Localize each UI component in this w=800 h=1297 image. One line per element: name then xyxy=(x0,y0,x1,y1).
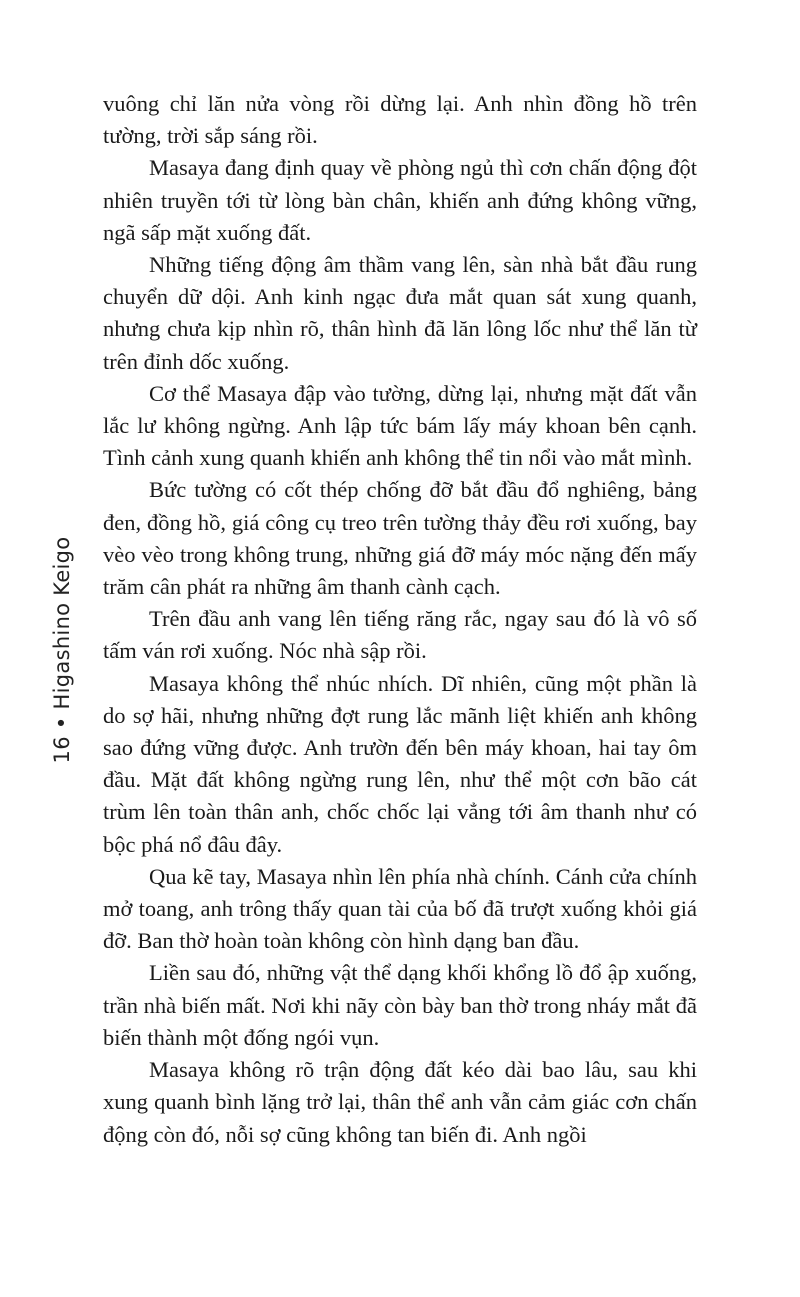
paragraph: Những tiếng động âm thầm vang lên, sàn nhà bắt đầu rung chuyển dữ dội. Anh kinh ngạc đưa mắt quan sát xung quanh, nhưng chưa kịp nhìn rõ, thân hình đã lăn lông lốc như thể lăn từ trên đỉnh dốc xuống. xyxy=(103,252,697,374)
running-head-separator: • xyxy=(50,716,74,730)
paragraph: Masaya không thể nhúc nhích. Dĩ nhiên, cũng một phần là do sợ hãi, nhưng những đợt rung lắc mãnh liệt khiến anh không sao đứng vững được. Anh trườn đến bên máy khoan, hai tay ôm đầu. Mặt đất không ngừng rung lên, như thể một cơn bão cát trùm lên toàn thân anh, chốc chốc lại vẳng tới âm thanh như có bộc phá nổ đâu đây. xyxy=(103,670,697,857)
body-text xyxy=(103,88,697,1151)
paragraph-continued: vuông chỉ lăn nửa vòng rồi dừng lại. Anh nhìn đồng hồ trên tường, trời sắp sáng rồi. xyxy=(103,91,697,149)
page-number: 16 xyxy=(50,736,74,764)
paragraph: Liền sau đó, những vật thể dạng khối khổng lồ đổ ập xuống, trần nhà biến mất. Nơi khi nãy còn bày ban thờ trong nháy mắt đã biến thành một đống ngói vụn. xyxy=(103,960,697,1050)
paragraph: Trên đầu anh vang lên tiếng răng rắc, ngay sau đó là vô số tấm ván rơi xuống. Nóc nhà sập rồi. xyxy=(103,606,697,664)
author-name: Higashino Keigo xyxy=(50,536,74,710)
paragraph: Bức tường có cốt thép chống đỡ bắt đầu đổ nghiêng, bảng đen, đồng hồ, giá công cụ treo trên tường thảy đều rơi xuống, bay vèo vèo trong không trung, những giá đỡ máy móc nặng đến mấy trăm cân phát ra những âm thanh cành cạch. xyxy=(103,477,697,600)
paragraph: Qua kẽ tay, Masaya nhìn lên phía nhà chính. Cánh cửa chính mở toang, anh trông thấy quan tài của bố đã trượt xuống khỏi giá đỡ. Ban thờ hoàn toàn không còn hình dạng ban đầu. xyxy=(103,863,697,954)
paragraph: Masaya không rõ trận động đất kéo dài bao lâu, sau khi xung quanh bình lặng trở lại, thân thể anh vẫn cảm giác cơn chấn động còn đó, nỗi sợ cũng không tan biến đi. Anh ngồi xyxy=(103,1057,697,1147)
paragraph: Masaya đang định quay về phòng ngủ thì cơn chấn động đột nhiên truyền tới từ lòng bàn chân, khiến anh đứng không vững, ngã sấp mặt xuống đất. xyxy=(103,155,697,245)
paragraph: Cơ thể Masaya đập vào tường, dừng lại, nhưng mặt đất vẫn lắc lư không ngừng. Anh lập tức bám lấy máy khoan bên cạnh. Tình cảnh xung quanh khiến anh không thể tin nổi vào mắt mình. xyxy=(103,380,697,471)
running-head xyxy=(50,537,74,764)
